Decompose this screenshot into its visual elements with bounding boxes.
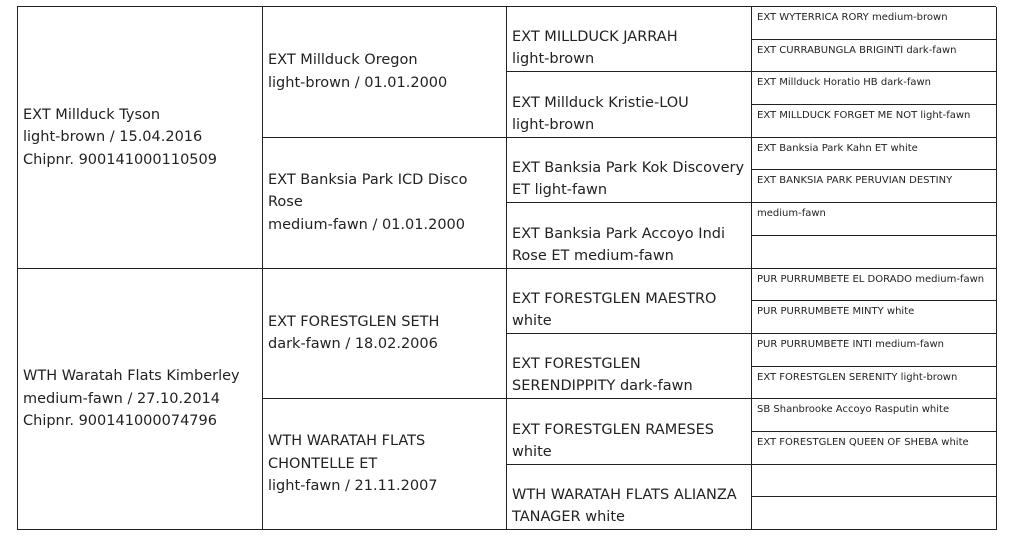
gen4-cell	[752, 7, 997, 40]
gen3-cell	[507, 203, 752, 268]
gen3-animal-text: EXT FORESTGLEN RAMESES white	[512, 421, 714, 460]
gen4-cell	[752, 203, 997, 236]
gen1-cell	[18, 7, 263, 269]
gen3-animal-text: EXT Millduck Kristie-LOU light-brown	[512, 94, 689, 133]
gen4-cell	[752, 105, 997, 138]
gen2-cell	[263, 138, 507, 269]
gen4-animal-text: SB Shanbrooke Accoyo Rasputin white	[757, 404, 950, 416]
gen4-animal-text: EXT FORESTGLEN SERENITY light-brown	[757, 371, 958, 383]
gen3-cell	[507, 138, 752, 203]
gen4-animal-text: PUR PURRUMBETE EL DORADO medium-fawn	[757, 273, 985, 285]
gen4-cell	[752, 497, 997, 530]
gen4-cell	[752, 432, 997, 465]
gen2-animal-text: EXT Banksia Park ICD Disco Rose medium-fawn / 01.01.2000	[268, 171, 468, 233]
gen3-animal-text: EXT Banksia Park Kok Discovery ET light-fawn	[512, 160, 745, 199]
gen3-animal-text: WTH WARATAH FLATS ALIANZA TANAGER white	[512, 487, 737, 525]
gen4-cell	[752, 465, 997, 498]
gen2-cell	[263, 269, 507, 400]
gen4-cell	[752, 170, 997, 203]
gen3-cell	[507, 465, 752, 530]
gen4-animal-text: EXT Millduck Horatio HB dark-fawn	[757, 77, 931, 89]
gen4-cell	[752, 301, 997, 334]
gen4-cell	[752, 399, 997, 432]
gen3-animal-text: EXT MILLDUCK JARRAH light-brown	[512, 29, 678, 68]
gen2-animal-text: EXT Millduck Oregon light-brown / 01.01.2000	[268, 52, 448, 91]
gen4-cell	[752, 367, 997, 400]
gen4-cell	[752, 72, 997, 105]
gen3-cell	[507, 334, 752, 399]
gen4-cell	[752, 40, 997, 73]
gen4-cell	[752, 138, 997, 171]
gen3-cell	[507, 399, 752, 464]
gen4-cell	[752, 236, 997, 269]
gen4-cell	[752, 269, 997, 302]
gen2-cell	[263, 7, 507, 138]
gen3-animal-text: EXT Banksia Park Accoyo Indi Rose ET medium-fawn	[512, 225, 725, 264]
gen4-animal-text: EXT Banksia Park Kahn ET white	[757, 142, 918, 154]
gen4-animal-text: PUR PURRUMBETE MINTY white	[757, 306, 915, 318]
gen2-animal-text: EXT FORESTGLEN SETH dark-fawn / 18.02.2006	[268, 313, 440, 353]
gen4-animal-text: EXT BANKSIA PARK PERUVIAN DESTINY	[757, 175, 953, 187]
gen2-cell	[263, 399, 507, 530]
gen1-cell	[18, 269, 263, 531]
gen4-animal-text: EXT FORESTGLEN QUEEN OF SHEBA white	[757, 436, 969, 448]
gen3-cell	[507, 72, 752, 137]
pedigree-table	[17, 6, 996, 530]
gen1-animal-text: EXT Millduck Tyson light-brown / 15.04.2016 Chipnr. 900141000110509	[23, 106, 217, 168]
gen4-animal-text: medium-fawn	[757, 208, 826, 220]
gen3-cell	[507, 7, 752, 72]
gen4-animal-text: EXT WYTERRICA RORY medium-brown	[757, 12, 948, 23]
gen3-animal-text: EXT FORESTGLEN SERENDIPPITY dark-fawn	[512, 356, 693, 395]
gen1-animal-text: WTH Waratah Flats Kimberley medium-fawn / 27.10.2014 Chipnr. 900141000074796	[23, 368, 240, 429]
gen4-animal-text: EXT MILLDUCK FORGET ME NOT light-fawn	[757, 110, 971, 122]
gen4-animal-text: PUR PURRUMBETE INTI medium-fawn	[757, 338, 944, 350]
gen4-cell	[752, 334, 997, 367]
gen3-cell	[507, 269, 752, 334]
gen2-animal-text: WTH WARATAH FLATS CHONTELLE ET light-fawn / 21.11.2007	[268, 433, 438, 495]
gen3-animal-text: EXT FORESTGLEN MAESTRO white	[512, 290, 717, 329]
gen4-animal-text: EXT CURRABUNGLA BRIGINTI dark-fawn	[757, 44, 957, 56]
